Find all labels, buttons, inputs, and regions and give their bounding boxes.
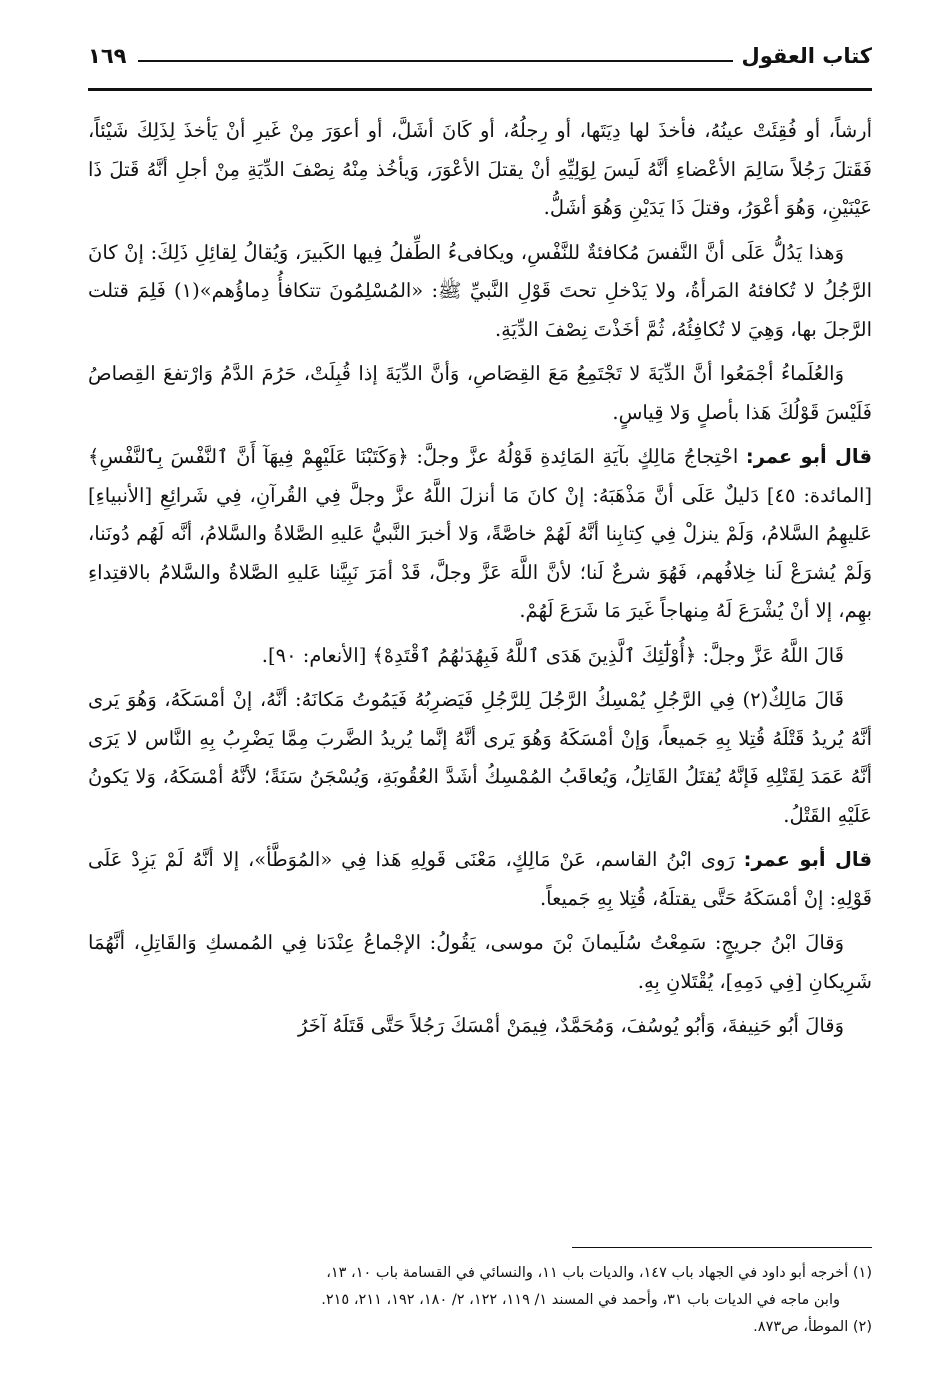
paragraph — [88, 438, 872, 631]
footnote-1-continuation: وابن ماجه في الديات باب ٣١، وأحمد في المسند ١/ ١١٩، ١٢٢، ٢/ ١٨٠، ١٩٢، ٢١١، ٢١٥. — [321, 1292, 840, 1308]
footnote-1: (١) أخرجه أبو داود في الجهاد باب ١٤٧، والديات باب ١١، والنسائي في القسامة باب ١٠، ١٣، — [326, 1265, 872, 1281]
speaker-label: قال أبو عمر: — [745, 445, 872, 468]
paragraph: أرشاً، أو فُقِئَتْ عينُهُ، فأخذَ لها دِيَتَها، أو رِجلُهُ، أو كَانَ أشَلَّ، أو أعوَرَ مِنْ غَيرِ أنْ يَأخذَ لِذَلِكَ شَيْئاً، فَقَتلَ رَجُلاً سَالِمَ الأعْضاءِ أنَّهُ لَيسَ لِوَلِيِّهِ أنْ يقتلَ الأعْوَرَ، وَيأخُذ مِنْهُ نِصْفَ الدِّيَةِ مِنْ أجلِ أنَّهُ قَتلَ ذَا عَيْنَيْنِ، وَهُوَ أعْوَرُ، وقتلَ ذَا يَدَيْنِ وَهُوَ أشَلُّ. — [88, 119, 872, 219]
paragraph: وَالعُلَماءُ أجْمَعُوا أنَّ الدِّيَةَ لا تَجْتَمِعُ مَعَ القِصَاصِ، وَأنَّ الدِّيَةَ إذا قُبِلَتْ، حَرُمَ الدَّمُ وَارْتفعَ القِصاصُ فَلَيْسَ قَوْلُكَ هَذا بأصلٍ وَلا قِياسٍ. — [88, 362, 872, 424]
header-rule — [138, 60, 742, 62]
paragraph: وَقالَ أبُو حَنِيفةَ، وَأبُو يُوسُفَ، وَمُحَمَّدٌ، فِيمَنْ أمْسَكَ رَجُلاً حَتَّى قَتَلَهُ آخَرُ — [298, 1014, 844, 1037]
main-text — [88, 112, 872, 1052]
running-header — [88, 38, 872, 91]
paragraph: وَهذا يَدُلُّ عَلَى أنَّ النَّفسَ مُكافئةٌ للنَّفْسِ، ويكافىءُ الطِّفلُ فِيها الكَبيرَ، وَيُقالُ لِقائِلِ ذَلِكَ: إنْ كانَ الرَّجُلُ لا تُكافئهُ المَرأةُ، ولا يَدْخلِ تحتَ قَوْلِ النَّبيِّ ﷺ: «المُسْلِمُونَ تتكافأُ دِماؤُهم»(١) فَلِمَ قتلت الرَّجلَ بها، وَهِيَ لا تُكافِئُهُ، ثُمَّ أخَذْتَ نِصْفَ الدِّيَةِ. — [88, 240, 872, 341]
footnotes — [88, 1260, 872, 1341]
paragraph: قَالَ اللَّهُ عَزَّ وجلَّ: ﴿أُوْلَٰٓئِكَ ٱلَّذِينَ هَدَى ٱللَّهُ فَبِهُدَىٰهُمُ ٱقْتَدِهْ﴾ [الأنعام: ٩٠]. — [261, 643, 844, 667]
paragraph-text: رَوى ابْنُ القاسم، عَنْ مَالِكٍ، مَعْنَى قَولِهِ هَذا فِي «المُوَطَّأ»، إلا أنَّهُ لَمْ يَزِدْ عَلَى قَوْلِهِ: إنْ أمْسَكَهُ حَتَّى يقتلَهُ، قُتِلا بِهِ جَميعاً. — [88, 848, 872, 910]
paragraph: وَقالَ ابْنُ جريجٍ: سَمِعْتُ سُلَيمانَ بْنَ موسى، يَقُولُ: الإجْماعُ عِنْدَنا فِي المُمسكِ وَالقَاتِلِ، أنَّهُمَا شَرِيكانِ [فِي دَمِهِ]، يُقْتَلانِ بِهِ. — [88, 931, 872, 993]
footnote-2: (٢) الموطأ، ص٨٧٣. — [753, 1319, 872, 1335]
paragraph-text: احْتِجاجُ مَالِكٍ بآيَةِ المَائِدةِ قَوْلُهُ عزَّ وجلَّ: ﴿وَكَتَبْنَا عَلَيْهِمْ فِيهَآ أَنَّ ٱلنَّفْسَ بِٱلنَّفْسِ﴾ [المائدة: ٤٥] دَليلٌ عَلَى أنَّ مَذْهَبَهُ: إنْ كانَ مَا أنزلَ اللَّهُ عزَّ وجلَّ فِي القُرآنِ، فِي شَرائِعِ [الأنبياءِ] عَليهِمُ السَّلامُ، وَلَمْ ينزلْ فِي كِتابِنا أنَّهُ لَهُمْ خاصَّةً، وَلا أخبرَ النَّبيُّ عَليهِ الصَّلاةُ والسَّلامُ، أنَّه لَهُم دُونَنا، وَلَمْ يُشرَعْ لَنا خِلافُهم، فَهُوَ شرعٌ لَنا؛ لأنَّ اللَّهَ عَزَّ وجلَّ، قَدْ أمَرَ نَبِيَّنا عَليهِ الصَّلاةُ والسَّلامُ بالاقتِداءِ بهِم، إلا أنْ يُشْرَعَ لَهُ مِنهاجاً غَيرَ مَا شَرَعَ لَهُمْ. — [88, 445, 872, 622]
book-section-title: كتاب العقول — [733, 44, 872, 68]
page-number: ١٦٩ — [88, 44, 134, 68]
speaker-label: قال أبو عمر: — [743, 848, 872, 871]
paragraph — [88, 841, 872, 918]
paragraph: قَالَ مَالِكٌ(٢) فِي الرَّجُلِ يُمْسِكُ الرَّجُلَ لِلرَّجُلِ فَيَضرِبُهُ فَيَمُوتُ مَكانَهُ: أنَّهُ، إنْ أمْسَكَهُ، وَهُوَ يَرى أنَّهُ يُريدُ قَتْلَهُ قُتِلا بِهِ جَميعاً، وَإنْ أمْسَكَهُ وَهُوَ يَرى أنَّهُ إنَّما يُريدُ الضَّربَ مِمَّا يَضْرِبُ بِهِ النَّاس لا يَرَى أنَّهُ عَمَدَ لِقَتْلِهِ فَإنَّهُ يُقتَلُ القَاتِلُ، وَيُعاقَبُ المُمْسِكُ أشَدَّ العُقُوبَةِ، وَيُسْجَنُ سَنَةً؛ لأنَّهُ أمْسَكَهُ، وَلا يَكونُ عَلَيْهِ القَتْلُ. — [88, 688, 872, 827]
footnote-separator — [572, 1247, 872, 1248]
